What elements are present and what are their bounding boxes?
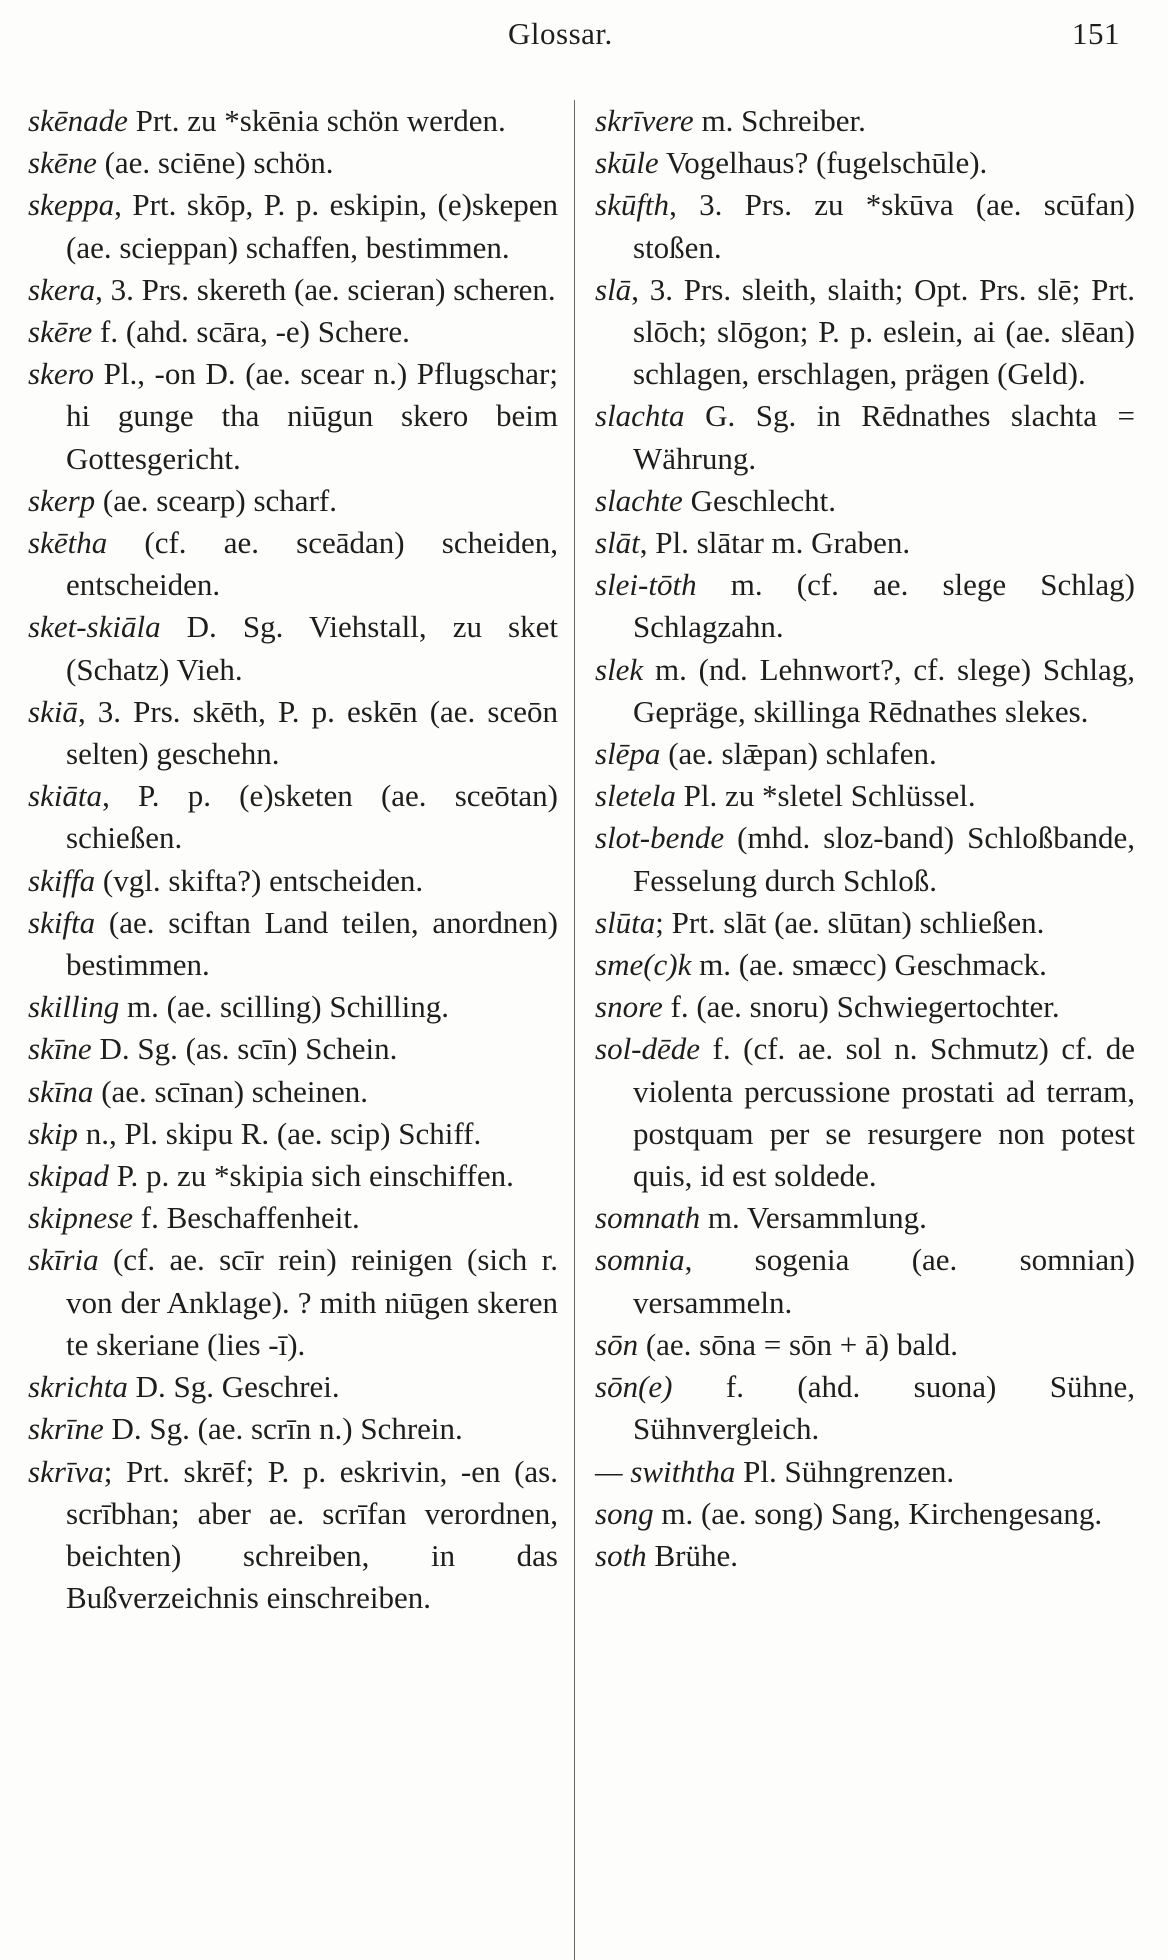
entry-definition: (ae. sōna = sōn + ā) bald.	[638, 1326, 958, 1362]
glossary-entry	[595, 1239, 1135, 1323]
glossary-entry	[28, 1366, 558, 1408]
entry-definition: f. (ae. snoru) Schwiegertochter.	[662, 989, 1060, 1025]
glossary-entry	[28, 606, 558, 690]
glossary-entry	[595, 522, 1135, 564]
page-number: 151	[1072, 16, 1120, 51]
entry-definition: , Pl. slātar m. Graben.	[639, 525, 911, 561]
glossary-entry	[595, 902, 1135, 944]
glossary-entry	[28, 1155, 558, 1197]
entry-headword: skīria	[28, 1242, 99, 1278]
glossary-entry	[595, 1197, 1135, 1239]
entry-definition: ; Prt. skrēf; P. p. eskrivin, -en (as. scrībhan; aber ae. scrīfan verordnen, beichten) schreiben, in das Bußverzeichnis einschreiben.	[66, 1453, 558, 1616]
entry-definition: , 3. Prs. zu *skūva (ae. scūfan) stoßen.	[633, 187, 1135, 265]
glossary-entry	[595, 986, 1135, 1028]
entry-definition: D. Sg. (ae. scrīn n.) Schrein.	[103, 1411, 463, 1447]
glossary-entry	[595, 100, 1135, 142]
glossary-entry	[28, 986, 558, 1028]
glossary-entry	[28, 184, 558, 268]
glossary-entry	[595, 817, 1135, 901]
entry-definition: (ae. scīnan) scheinen.	[93, 1073, 369, 1109]
entry-definition: (cf. ae. scīr rein) reinigen (sich r. von der Anklage). ? mith niūgen skeren te skeriane (lies -ī).	[66, 1242, 558, 1362]
entry-definition: G. Sg. in Rēdnathes slachta = Währung.	[633, 398, 1135, 476]
entry-headword: snore	[595, 989, 663, 1025]
glossary-entry	[28, 691, 558, 775]
entry-definition: D. Sg. Viehstall, zu sket (Schatz) Vieh.	[66, 609, 558, 687]
entry-headword: skrīvere	[595, 103, 694, 138]
entry-definition: D. Sg. (as. scīn) Schein.	[91, 1031, 398, 1067]
glossary-entry	[28, 480, 558, 522]
entry-headword: skifta	[28, 904, 96, 940]
entry-headword: skīna	[28, 1073, 94, 1109]
entry-headword: skrīne	[28, 1411, 104, 1447]
entry-definition: (ae. sciēne) schön.	[96, 145, 334, 181]
entry-definition: (ae. scearp) scharf.	[95, 482, 337, 518]
glossary-entry	[28, 902, 558, 986]
entry-definition: Geschlecht.	[682, 482, 837, 518]
entry-headword: slei-tōth	[595, 567, 697, 603]
entry-headword: slot-bende	[595, 820, 725, 856]
glossary-entry	[28, 100, 558, 142]
entry-definition: (cf. ae. sceādan) scheiden, entscheiden.	[66, 525, 558, 603]
entry-headword: slēpa	[595, 736, 661, 772]
glossary-entry	[595, 1366, 1135, 1450]
entry-headword: skiāta	[28, 778, 103, 814]
entry-definition: m. (nd. Lehnwort?, cf. slege) Schlag, Gepräge, skillinga Rēdnathes slekes.	[633, 651, 1135, 729]
entry-definition: f. Beschaffenheit.	[133, 1200, 360, 1236]
glossary-entry	[595, 1535, 1135, 1577]
entry-headword: song	[595, 1495, 654, 1531]
glossary-entry	[595, 142, 1135, 184]
glossary-entry	[595, 649, 1135, 733]
entry-definition: , sogenia (ae. somnian) versammeln.	[633, 1242, 1135, 1320]
entry-definition: m. (cf. ae. slege Schlag) Schlagzahn.	[633, 567, 1135, 645]
glossary-entry	[595, 564, 1135, 648]
glossary-entry	[595, 269, 1135, 396]
glossary-entry	[595, 1324, 1135, 1366]
entry-definition: m. Versammlung.	[700, 1200, 927, 1236]
entry-definition: m. (ae. scilling) Schilling.	[119, 989, 450, 1025]
glossary-column-right	[595, 100, 1135, 1577]
entry-definition: m. (ae. song) Sang, Kirchengesang.	[653, 1495, 1103, 1531]
entry-headword: skētha	[28, 525, 108, 561]
entry-definition: , P. p. (e)sketen (ae. sceōtan) schießen.	[66, 778, 558, 856]
entry-headword: sletela	[595, 778, 676, 814]
entry-headword: somnia	[595, 1242, 685, 1278]
column-divider	[574, 100, 575, 1960]
entry-definition: (vgl. skifta?) entscheiden.	[95, 862, 424, 898]
entry-definition: (mhd. sloz-band) Schloßbande, Fesselung durch Schloß.	[633, 820, 1135, 898]
entry-definition: , 3. Prs. skēth, P. p. eskēn (ae. sceōn selten) geschehn.	[66, 693, 558, 772]
entry-headword: skero	[28, 356, 94, 392]
glossary-entry	[28, 522, 558, 606]
glossary-entry	[28, 1113, 558, 1155]
entry-definition: n., Pl. skipu R. (ae. scip) Schiff.	[77, 1115, 482, 1151]
glossary-entry	[28, 860, 558, 902]
entry-headword: slā	[595, 271, 632, 307]
entry-headword: skēre	[28, 314, 93, 350]
glossary-entry	[595, 733, 1135, 775]
entry-definition: f. (ahd. scāra, -e) Schere.	[92, 314, 410, 350]
entry-definition: (ae. sciftan Land teilen, anordnen) bestimmen.	[66, 904, 558, 983]
glossary-entry	[28, 1408, 558, 1450]
entry-headword: skipnese	[28, 1200, 134, 1236]
entry-definition: P. p. zu *skipia sich einschiffen.	[108, 1158, 514, 1194]
entry-headword: skrīva	[28, 1453, 104, 1489]
glossary-entry	[595, 944, 1135, 986]
entry-definition: Prt. zu *skēnia schön werden.	[127, 103, 506, 138]
glossary-entry	[595, 395, 1135, 479]
glossary-entry	[595, 1028, 1135, 1197]
entry-definition: , 3. Prs. skereth (ae. scieran) scheren.	[95, 271, 556, 307]
glossary-entry	[595, 1451, 1135, 1493]
glossary-entry	[28, 142, 558, 184]
glossary-entry	[595, 480, 1135, 522]
entry-headword: skēne	[28, 145, 97, 181]
entry-definition: (ae. slǣpan) schlafen.	[660, 736, 937, 772]
running-title: Glossar.	[508, 16, 613, 51]
glossary-entry	[595, 775, 1135, 817]
entry-headword: skipad	[28, 1158, 109, 1194]
entry-headword: skiffa	[28, 862, 96, 898]
entry-definition: Vogelhaus? (fugelschūle).	[658, 145, 988, 181]
entry-headword: skera	[28, 271, 96, 307]
glossary-entry	[28, 1239, 558, 1366]
glossary-entry	[28, 1451, 558, 1620]
glossary-entry	[28, 1197, 558, 1239]
page-header	[0, 16, 1168, 66]
entry-headword: skilling	[28, 989, 120, 1025]
glossary-entry	[28, 1071, 558, 1113]
entry-definition: , 3. Prs. sleith, slaith; Opt. Prs. slē; Prt. slōch; slōgon; P. p. eslein, ai (ae. slēan) schlagen, erschlagen, prägen (Geld).	[631, 271, 1135, 392]
entry-definition: Pl. Sühngrenzen.	[735, 1453, 955, 1489]
entry-headword: skip	[28, 1115, 78, 1151]
entry-headword: sol-dēde	[595, 1031, 701, 1067]
entry-headword: skeppa	[28, 187, 115, 223]
glossary-entry	[28, 311, 558, 353]
entry-definition: f. (cf. ae. sol n. Schmutz) cf. de violenta percussione prostati ad terram, postquam per se resurgere non potest quis, id est soldede.	[633, 1031, 1135, 1194]
entry-definition: f. (ahd. suona) Sühne, Sühnvergleich.	[633, 1369, 1135, 1447]
entry-definition: ; Prt. slāt (ae. slūtan) schließen.	[655, 904, 1045, 940]
entry-headword: sket-skiāla	[28, 609, 161, 645]
entry-headword: slachte	[595, 482, 683, 518]
entry-headword: slachta	[595, 398, 685, 434]
entry-headword: soth	[595, 1537, 647, 1573]
entry-headword: skrichta	[28, 1369, 128, 1405]
entry-headword: — swiththa	[595, 1453, 736, 1489]
entry-headword: skūfth	[595, 187, 670, 223]
entry-definition: , Prt. skōp, P. p. eskipin, (e)skepen (ae. scieppan) schaffen, bestimmen.	[66, 187, 558, 265]
entry-headword: skiā	[28, 693, 78, 729]
entry-definition: Brühe.	[646, 1537, 738, 1573]
glossary-entry	[595, 184, 1135, 268]
entry-headword: sōn(e)	[595, 1369, 673, 1405]
glossary-entry	[28, 269, 558, 311]
glossary-entry	[28, 1028, 558, 1070]
entry-definition: m. (ae. smæcc) Geschmack.	[691, 947, 1047, 983]
glossary-entry	[28, 775, 558, 859]
entry-headword: skerp	[28, 482, 96, 518]
entry-headword: slek	[595, 651, 644, 687]
entry-headword: sme(c)k	[595, 947, 692, 983]
entry-definition: Pl., -on D. (ae. scear n.) Pflugschar; hi gunge tha niūgun skero beim Gottesgericht.	[66, 356, 558, 476]
entry-headword: somnath	[595, 1200, 701, 1236]
glossary-entry	[595, 1493, 1135, 1535]
glossary-column-left	[28, 100, 558, 1619]
entry-headword: skīne	[28, 1031, 92, 1067]
entry-definition: D. Sg. Geschrei.	[127, 1369, 340, 1405]
entry-headword: slūta	[595, 904, 656, 940]
entry-headword: sōn	[595, 1326, 639, 1362]
glossary-entry	[28, 353, 558, 480]
entry-headword: slāt	[595, 525, 640, 561]
entry-definition: Pl. zu *sletel Schlüssel.	[675, 778, 976, 814]
entry-headword: skēnade	[28, 103, 128, 138]
entry-headword: skūle	[595, 145, 659, 181]
entry-definition: m. Schreiber.	[693, 103, 866, 138]
